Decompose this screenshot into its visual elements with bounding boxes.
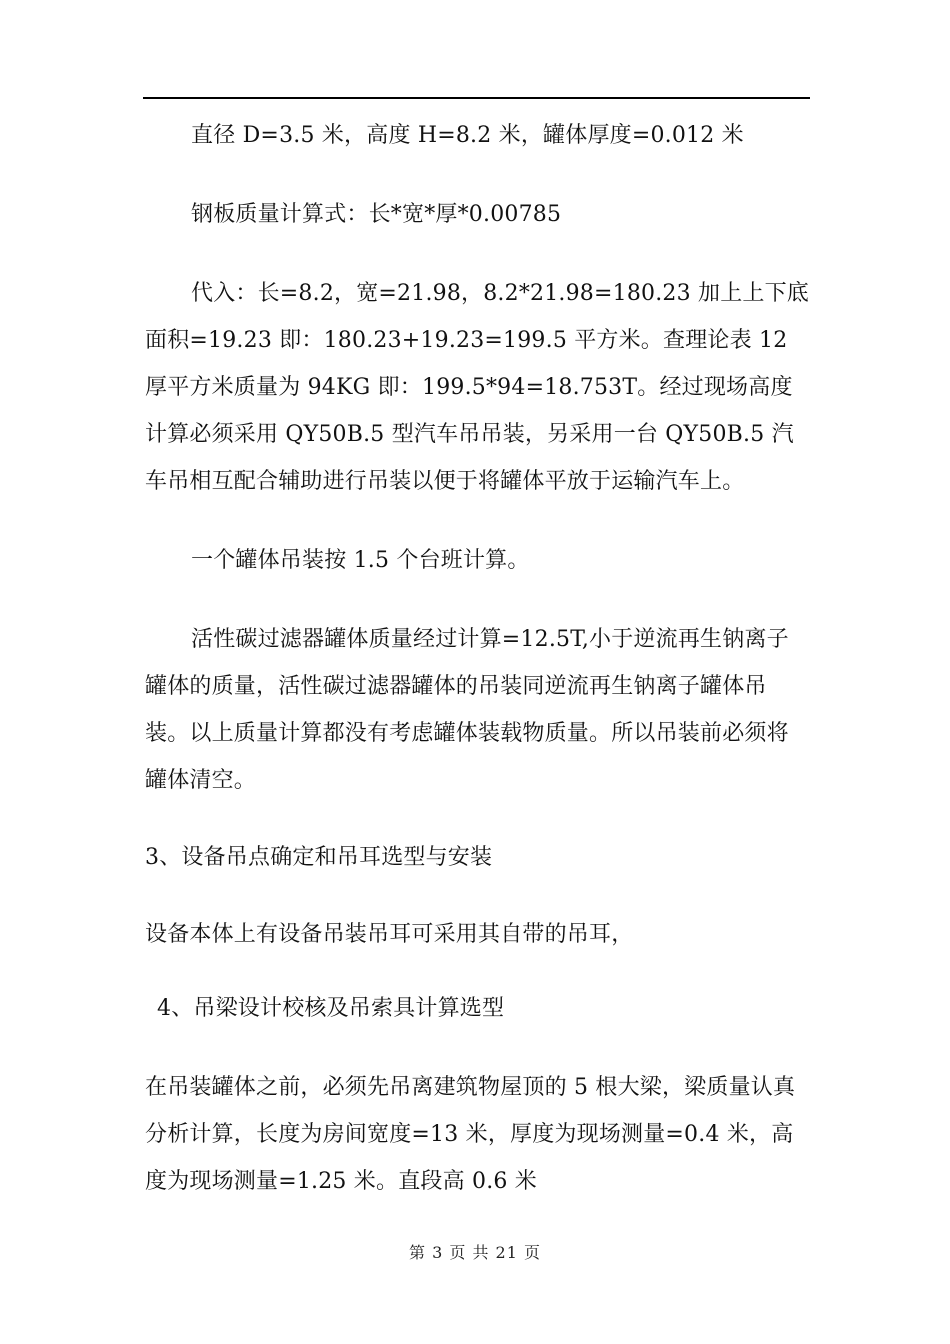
section-heading-4: 4、吊梁设计校核及吊索具计算选型	[157, 996, 505, 1021]
page-footer: 第 3 页 共 21 页	[409, 1243, 541, 1262]
section-heading-3: 3、设备吊点确定和吊耳选型与安装	[145, 845, 493, 870]
paragraph-tank-dimensions: 直径 D=3.5 米，高度 H=8.2 米，罐体厚度=0.012 米	[191, 123, 744, 148]
paragraph-lifting-lugs: 设备本体上有设备吊装吊耳可采用其自带的吊耳，	[145, 922, 634, 947]
paragraph-substitution: 代入：长=8.2，宽=21.98，8.2*21.98=180.23 加上上下底面积=19.23 即：180.23+19.23=199.5 平方米。查理论表 12 厚平方米质量为 94KG 即：199.5*94=18.753T。经过现场高度计算必须采用 QY50B.5 型汽车吊吊装，另采用一台 QY50B.5 汽车吊相互配合辅助进行吊装以便于将罐体平放于运输汽车上。	[145, 281, 810, 494]
paragraph-beam-removal: 在吊装罐体之前，必须先吊离建筑物屋顶的 5 根大梁，梁质量认真分析计算，长度为房间宽度=13 米，厚度为现场测量=0.4 米，高度为现场测量=1.25 米。直段高 0.6 米	[145, 1075, 796, 1194]
document-body	[145, 112, 810, 1205]
paragraph-shift-count: 一个罐体吊装按 1.5 个台班计算。	[191, 548, 530, 573]
header-rule	[143, 97, 810, 99]
paragraph-steel-formula: 钢板质量计算式：长*宽*厚*0.00785	[191, 202, 562, 227]
paragraph-carbon-filter: 活性碳过滤器罐体质量经过计算=12.5T,小于逆流再生钠离子罐体的质量，活性碳过滤器罐体的吊装同逆流再生钠离子罐体吊装。以上质量计算都没有考虑罐体装载物质量。所以吊装前必须将罐体清空。	[145, 627, 789, 793]
